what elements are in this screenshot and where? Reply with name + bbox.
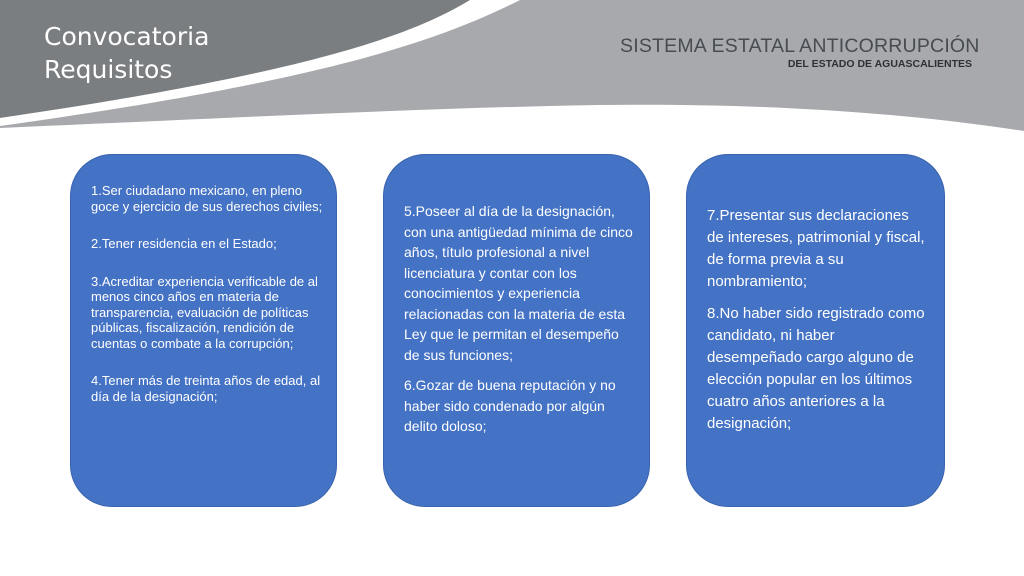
requirement-item: 4.Tener más de treinta años de edad, al día de la designación; bbox=[91, 373, 321, 404]
page-title bbox=[44, 20, 209, 86]
requirements-card-2 bbox=[383, 154, 650, 507]
requirements-card-1 bbox=[70, 154, 337, 507]
logo-main-text: SISTEMA ESTATAL ANTICORRUPCIÓN bbox=[620, 35, 980, 57]
title-line-2: Requisitos bbox=[44, 55, 173, 84]
requirement-item: 3.Acreditar experiencia verificable de al menos cinco años en materia de transparencia, evaluación de políticas públicas, fiscalización, rendición de cuentas o combate a la corrupción; bbox=[91, 273, 318, 351]
requirement-item: 7.Presentar sus declaraciones de intereses, patrimonial y fiscal, de forma previa a su nombramiento; bbox=[707, 207, 925, 290]
requirement-item: 2.Tener residencia en el Estado; bbox=[91, 236, 277, 251]
requirement-item: 1.Ser ciudadano mexicano, en pleno goce y ejercicio de sus derechos civiles; bbox=[91, 183, 323, 214]
requirement-item: 5.Poseer al día de la designación, con una antigüedad mínima de cinco años, título profesional a nivel licenciatura y contar con los conocimientos y experiencia relacionadas con la materia de esta Ley que le permitan el desempeño de sus funciones; bbox=[404, 203, 633, 363]
requirement-item: 6.Gozar de buena reputación y no haber sido condenado por algún delito doloso; bbox=[404, 377, 616, 434]
requirement-item: 8.No haber sido registrado como candidato, ni haber desempeñado cargo alguno de elección popular en los últimos cuatro años anteriores a la designación; bbox=[707, 305, 925, 432]
requirements-card-3 bbox=[686, 154, 945, 507]
institution-logo bbox=[620, 35, 980, 70]
logo-sub-text: DEL ESTADO DE AGUASCALIENTES bbox=[787, 58, 972, 70]
title-line-1: Convocatoria bbox=[44, 22, 210, 51]
